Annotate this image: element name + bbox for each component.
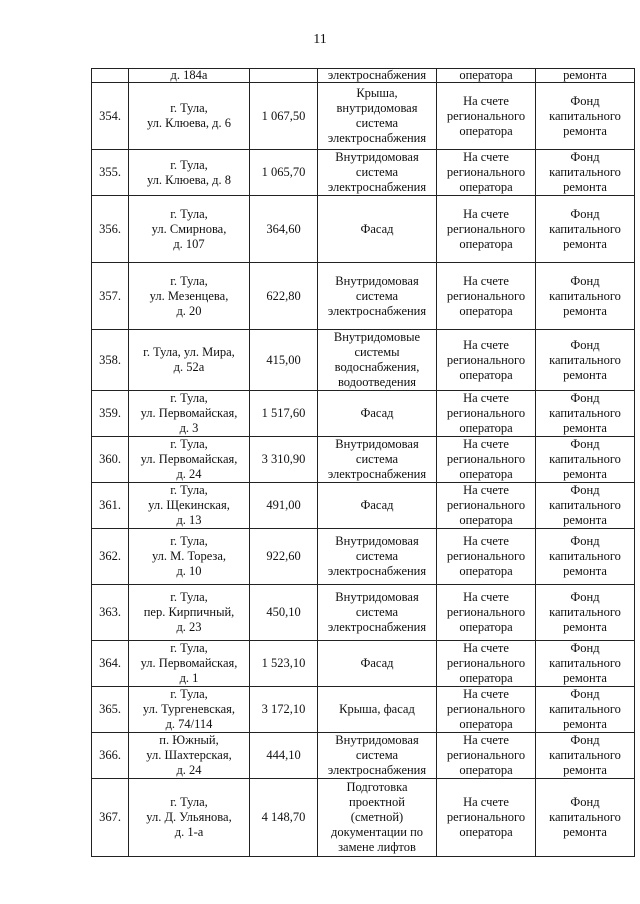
- cell-account-holder-line: На счете: [463, 641, 509, 655]
- cell-funding-source: [536, 330, 635, 391]
- cell-work-type: [318, 779, 437, 857]
- cell-work-type-line: Внутридомовая: [335, 733, 419, 747]
- cell-account-holder: [437, 330, 536, 391]
- cell-area: 1 517,60: [250, 391, 318, 437]
- cell-account-holder: [437, 641, 536, 687]
- cell-work-type-line: система: [355, 116, 399, 130]
- cell-account-holder-line: регионального: [446, 288, 526, 303]
- cell-address-line: д. 1-а: [174, 825, 204, 839]
- cell-funding-source-line: Фонд: [570, 795, 600, 809]
- table-row: [92, 687, 635, 733]
- cell-number: 365.: [92, 687, 129, 733]
- cell-account-holder-line: оператора: [459, 620, 513, 634]
- cell-address: [129, 263, 250, 330]
- cell-work-type-line: Внутридомовая: [335, 437, 419, 451]
- cell-funding-source: [536, 687, 635, 733]
- cell-work-type-line: внутридомовая: [336, 101, 418, 115]
- cell-account-holder-line: регионального: [446, 748, 526, 762]
- table-row: [92, 733, 635, 779]
- cell-account-holder-line: регионального: [446, 452, 526, 466]
- cell-work-type: [318, 733, 437, 779]
- cell-account-holder-line: оператора: [459, 180, 513, 194]
- cell-work-type-line: система: [355, 288, 399, 303]
- cell-work-type-line: электроснабжения: [327, 180, 427, 194]
- cell-account-holder-line: оператора: [459, 825, 513, 839]
- cell-funding-source-line: ремонта: [563, 564, 607, 578]
- cell-address: [129, 483, 250, 529]
- cell-address-line: ул. Д. Ульянова,: [146, 810, 232, 824]
- cell-work-type-line: Фасад: [360, 656, 394, 670]
- cell-work-type-line: Внутридомовая: [335, 273, 419, 288]
- cell-address-line: г. Тула,: [170, 795, 208, 809]
- cell-area: 491,00: [250, 483, 318, 529]
- table-row: [92, 437, 635, 483]
- cell-account-holder-line: На счете: [463, 437, 509, 451]
- cell-number: [92, 69, 129, 83]
- cell-account-holder-line: регионального: [446, 549, 526, 563]
- cell-account-holder-line: На счете: [463, 795, 509, 809]
- cell-funding-source-line: Фонд: [570, 206, 600, 221]
- cell-funding-source-line: капитального: [549, 605, 621, 619]
- cell-funding-source-line: Фонд: [570, 687, 600, 701]
- cell-account-holder: [437, 391, 536, 437]
- table-row: [92, 641, 635, 687]
- cell-funding-source-line: ремонта: [563, 236, 607, 251]
- cell-funding-source-line: капитального: [549, 498, 621, 512]
- cell-address: [129, 687, 250, 733]
- cell-funding-source-line: ремонта: [563, 367, 607, 382]
- cell-number: 356.: [92, 196, 129, 263]
- cell-area: 922,60: [250, 529, 318, 585]
- cell-work-type: [318, 641, 437, 687]
- cell-address-line: г. Тула,: [170, 206, 208, 221]
- table-row: [92, 150, 635, 196]
- cell-address: [129, 641, 250, 687]
- cell-work-type-line: система: [355, 165, 399, 179]
- cell-funding-source-line: капитального: [549, 108, 621, 123]
- cell-account-holder: [437, 83, 536, 150]
- cell-funding-source-line: капитального: [549, 221, 621, 236]
- cell-account-holder-line: На счете: [463, 93, 509, 108]
- cell-address-line: д. 10: [176, 564, 202, 578]
- cell-funding-source-line: Фонд: [570, 337, 600, 352]
- cell-funding-source-line: Фонд: [570, 273, 600, 288]
- cell-work-type-line: электроснабжения: [327, 303, 427, 318]
- cell-address-line: ул. Смирнова,: [151, 221, 227, 236]
- table-row: [92, 263, 635, 330]
- cell-number: 367.: [92, 779, 129, 857]
- cell-work-type-line: проектной: [349, 795, 405, 809]
- cell-funding-source-line: ремонта: [563, 513, 607, 527]
- cell-account-holder-line: регионального: [446, 810, 526, 824]
- cell-address: [129, 83, 250, 150]
- cell-address-line: г. Тула,: [170, 101, 208, 115]
- cell-funding-source: [536, 391, 635, 437]
- cell-address-line: ул. Тургеневская,: [142, 702, 236, 716]
- cell-work-type-line: документации по: [330, 825, 424, 839]
- cell-address: [129, 391, 250, 437]
- cell-address-line: ул. Шахтерская,: [146, 748, 232, 762]
- cell-area: 4 148,70: [250, 779, 318, 857]
- cell-area: 622,80: [250, 263, 318, 330]
- cell-number: 364.: [92, 641, 129, 687]
- cell-work-type: [318, 483, 437, 529]
- cell-address-line: ул. Первомайская,: [140, 656, 238, 670]
- cell-address: [129, 196, 250, 263]
- cell-account-holder-line: На счете: [463, 687, 509, 701]
- cell-funding-source-line: Фонд: [570, 590, 600, 604]
- cell-account-holder-line: регионального: [446, 605, 526, 619]
- cell-address-line: п. Южный,: [159, 733, 219, 747]
- cell-account-holder-line: На счете: [463, 733, 509, 747]
- cell-funding-source: [536, 779, 635, 857]
- cell-work-type-line: электроснабжения: [327, 763, 427, 777]
- registry-body: [92, 69, 635, 857]
- cell-account-holder-line: регионального: [446, 702, 526, 716]
- cell-account-holder-line: На счете: [463, 150, 509, 164]
- cell-address-line: д. 13: [176, 513, 202, 527]
- cell-address-line: ул. Клюева, д. 6: [146, 116, 232, 130]
- cell-address-line: ул. М. Тореза,: [151, 549, 227, 563]
- cell-account-holder: [437, 779, 536, 857]
- cell-address-line: д. 24: [176, 467, 202, 481]
- cell-address-line: ул. Клюева, д. 8: [146, 172, 232, 187]
- cell-funding-source-line: Фонд: [570, 733, 600, 747]
- page-number: 11: [313, 32, 327, 47]
- cell-funding-source: [536, 529, 635, 585]
- cell-funding-source: [536, 150, 635, 196]
- cell-account-holder: [437, 687, 536, 733]
- cell-work-type: [318, 585, 437, 641]
- cell-account-holder-line: регионального: [446, 108, 526, 123]
- cell-account-holder-line: На счете: [463, 391, 509, 405]
- cell-account-holder-line: оператора: [459, 513, 513, 527]
- cell-area: 3 172,10: [250, 687, 318, 733]
- cell-funding-source: [536, 83, 635, 150]
- cell-account-holder-line: оператора: [459, 717, 513, 731]
- cell-funding-source-line: Фонд: [570, 150, 600, 164]
- cell-funding-source-line: ремонта: [563, 620, 607, 634]
- cell-account-holder-line: оператора: [459, 671, 513, 685]
- cell-account-holder: [437, 263, 536, 330]
- cell-work-type-line: электроснабжения: [327, 467, 427, 481]
- cell-number: 358.: [92, 330, 129, 391]
- cell-funding-source-line: Фонд: [570, 641, 600, 655]
- cell-number: 363.: [92, 585, 129, 641]
- cell-work-type-line: Фасад: [360, 498, 394, 512]
- cell-address-line: пер. Кирпичный,: [143, 605, 235, 619]
- cell-funding-source: [536, 437, 635, 483]
- cell-funding-source-line: Фонд: [570, 534, 600, 548]
- cell-funding-source-line: ремонта: [563, 421, 607, 435]
- cell-work-type-line: водоснабжения,: [334, 360, 420, 374]
- cell-account-holder-line: оператора: [459, 467, 513, 481]
- cell-work-type-line: Крыша,: [356, 86, 398, 100]
- cell-funding-source: [536, 733, 635, 779]
- cell-address-line: г. Тула,: [170, 157, 208, 172]
- cell-funding-source-line: капитального: [549, 452, 621, 466]
- cell-account-holder-line: оператора: [459, 367, 513, 382]
- cell-account-holder-line: оператора: [459, 421, 513, 435]
- cell-work-type: электроснабжения: [318, 69, 437, 83]
- cell-funding-source: [536, 263, 635, 330]
- cell-account-holder-line: На счете: [463, 483, 509, 497]
- cell-work-type-line: электроснабжения: [327, 564, 427, 578]
- cell-account-holder-line: оператора: [459, 236, 513, 251]
- cell-work-type-line: водоотведения: [337, 375, 417, 389]
- cell-area: 1 067,50: [250, 83, 318, 150]
- cell-address-line: г. Тула,: [170, 483, 208, 497]
- cell-account-holder-line: регионального: [446, 406, 526, 420]
- cell-account-holder-line: оператора: [459, 303, 513, 318]
- cell-funding-source: ремонта: [536, 69, 635, 83]
- cell-account-holder: [437, 150, 536, 196]
- cell-area: 1 065,70: [250, 150, 318, 196]
- cell-account-holder-line: На счете: [463, 337, 509, 352]
- cell-area: [250, 69, 318, 83]
- table-row: [92, 529, 635, 585]
- cell-number: 360.: [92, 437, 129, 483]
- cell-address: [129, 585, 250, 641]
- cell-funding-source: [536, 196, 635, 263]
- cell-address-line: д. 24: [176, 763, 202, 777]
- cell-funding-source-line: ремонта: [563, 763, 607, 777]
- cell-funding-source-line: ремонта: [563, 671, 607, 685]
- cell-work-type-line: система: [355, 748, 399, 762]
- cell-address: [129, 150, 250, 196]
- overhaul-registry-table: [91, 68, 635, 857]
- cell-account-holder: [437, 437, 536, 483]
- cell-funding-source: [536, 585, 635, 641]
- cell-work-type: [318, 529, 437, 585]
- cell-area: 444,10: [250, 733, 318, 779]
- cell-funding-source-line: капитального: [549, 288, 621, 303]
- cell-number: 359.: [92, 391, 129, 437]
- table-row: [92, 196, 635, 263]
- cell-funding-source-line: ремонта: [563, 467, 607, 481]
- cell-work-type-line: системы: [354, 345, 400, 359]
- cell-work-type: [318, 391, 437, 437]
- cell-work-type-line: электроснабжения: [327, 620, 427, 634]
- cell-account-holder-line: оператора: [459, 564, 513, 578]
- cell-address: [129, 437, 250, 483]
- table-row: [92, 83, 635, 150]
- cell-funding-source-line: ремонта: [563, 123, 607, 138]
- cell-address: [129, 733, 250, 779]
- cell-funding-source-line: ремонта: [563, 717, 607, 731]
- cell-account-holder: [437, 733, 536, 779]
- cell-account-holder-line: регионального: [446, 498, 526, 512]
- cell-number: 354.: [92, 83, 129, 150]
- cell-funding-source-line: капитального: [549, 656, 621, 670]
- cell-address-line: д. 1: [179, 671, 199, 685]
- cell-address-line: д. 74/114: [165, 717, 213, 731]
- cell-work-type: [318, 687, 437, 733]
- cell-address-line: г. Тула,: [170, 590, 208, 604]
- cell-work-type-line: система: [355, 605, 399, 619]
- cell-work-type: [318, 263, 437, 330]
- cell-funding-source-line: капитального: [549, 810, 621, 824]
- cell-address-line: д. 3: [179, 421, 199, 435]
- cell-funding-source-line: Фонд: [570, 437, 600, 451]
- cell-address-line: д. 20: [176, 303, 202, 318]
- cell-work-type-line: Внутридомовые: [333, 330, 421, 344]
- cell-work-type: [318, 83, 437, 150]
- cell-work-type: [318, 330, 437, 391]
- cell-account-holder-line: оператора: [459, 123, 513, 138]
- cell-number: 361.: [92, 483, 129, 529]
- cell-area: 364,60: [250, 196, 318, 263]
- cell-address-line: д. 23: [176, 620, 202, 634]
- cell-funding-source: [536, 641, 635, 687]
- table-row: [92, 779, 635, 857]
- cell-funding-source-line: капитального: [549, 748, 621, 762]
- table-row: [92, 483, 635, 529]
- cell-work-type-line: система: [355, 549, 399, 563]
- cell-address: [129, 330, 250, 391]
- table-row: [92, 391, 635, 437]
- cell-account-holder-line: На счете: [463, 590, 509, 604]
- cell-address-line: г. Тула,: [170, 437, 208, 451]
- cell-funding-source-line: Фонд: [570, 93, 600, 108]
- cell-area: 450,10: [250, 585, 318, 641]
- cell-work-type-line: электроснабжения: [327, 131, 427, 145]
- cell-account-holder-line: регионального: [446, 352, 526, 367]
- cell-number: 366.: [92, 733, 129, 779]
- cell-area: 3 310,90: [250, 437, 318, 483]
- cell-account-holder-line: На счете: [463, 534, 509, 548]
- cell-number: 357.: [92, 263, 129, 330]
- cell-work-type-line: Внутридомовая: [335, 150, 419, 164]
- cell-account-holder-line: регионального: [446, 165, 526, 179]
- cell-account-holder: [437, 529, 536, 585]
- cell-account-holder: [437, 585, 536, 641]
- cell-funding-source-line: капитального: [549, 549, 621, 563]
- cell-account-holder-line: На счете: [463, 206, 509, 221]
- cell-address-line: ул. Щекинская,: [148, 498, 230, 512]
- cell-address-line: г. Тула,: [170, 687, 208, 701]
- cell-work-type-line: Фасад: [360, 221, 394, 236]
- cell-funding-source-line: Фонд: [570, 483, 600, 497]
- cell-funding-source-line: капитального: [549, 702, 621, 716]
- cell-account-holder-line: оператора: [459, 763, 513, 777]
- cell-work-type-line: (сметной): [350, 810, 404, 824]
- cell-work-type-line: замене лифтов: [338, 840, 416, 854]
- cell-address-line: д. 107: [173, 236, 205, 251]
- cell-funding-source-line: капитального: [549, 352, 621, 367]
- cell-work-type-line: Внутридомовая: [335, 590, 419, 604]
- table-row-continued: [92, 69, 635, 83]
- cell-funding-source-line: ремонта: [563, 825, 607, 839]
- cell-address-line: г. Тула, ул. Мира,: [143, 345, 235, 359]
- cell-account-holder: [437, 483, 536, 529]
- cell-work-type: [318, 196, 437, 263]
- cell-address-line: г. Тула,: [170, 273, 208, 288]
- cell-area: 1 523,10: [250, 641, 318, 687]
- table-row: [92, 585, 635, 641]
- cell-address-line: ул. Мезенцева,: [149, 288, 229, 303]
- cell-address: [129, 779, 250, 857]
- cell-address: д. 184а: [129, 69, 250, 83]
- cell-work-type-line: Фасад: [360, 406, 394, 420]
- cell-number: 355.: [92, 150, 129, 196]
- cell-work-type-line: Крыша, фасад: [339, 702, 415, 716]
- cell-account-holder: [437, 196, 536, 263]
- cell-funding-source-line: ремонта: [563, 303, 607, 318]
- table-row: [92, 330, 635, 391]
- cell-address-line: д. 52а: [173, 360, 205, 374]
- cell-work-type-line: Подготовка: [346, 780, 408, 794]
- cell-account-holder-line: регионального: [446, 221, 526, 236]
- cell-funding-source-line: капитального: [549, 165, 621, 179]
- cell-address-line: ул. Первомайская,: [140, 452, 238, 466]
- cell-work-type: [318, 437, 437, 483]
- cell-work-type: [318, 150, 437, 196]
- cell-account-holder-line: На счете: [463, 273, 509, 288]
- cell-address-line: ул. Первомайская,: [140, 406, 238, 420]
- cell-number: 362.: [92, 529, 129, 585]
- cell-work-type-line: система: [355, 452, 399, 466]
- cell-address-line: г. Тула,: [170, 534, 208, 548]
- cell-work-type-line: Внутридомовая: [335, 534, 419, 548]
- cell-account-holder: оператора: [437, 69, 536, 83]
- cell-account-holder-line: регионального: [446, 656, 526, 670]
- cell-address-line: г. Тула,: [170, 641, 208, 655]
- cell-address-line: г. Тула,: [170, 391, 208, 405]
- cell-funding-source-line: капитального: [549, 406, 621, 420]
- cell-address: [129, 529, 250, 585]
- cell-area: 415,00: [250, 330, 318, 391]
- cell-funding-source: [536, 483, 635, 529]
- cell-funding-source-line: Фонд: [570, 391, 600, 405]
- cell-funding-source-line: ремонта: [563, 180, 607, 194]
